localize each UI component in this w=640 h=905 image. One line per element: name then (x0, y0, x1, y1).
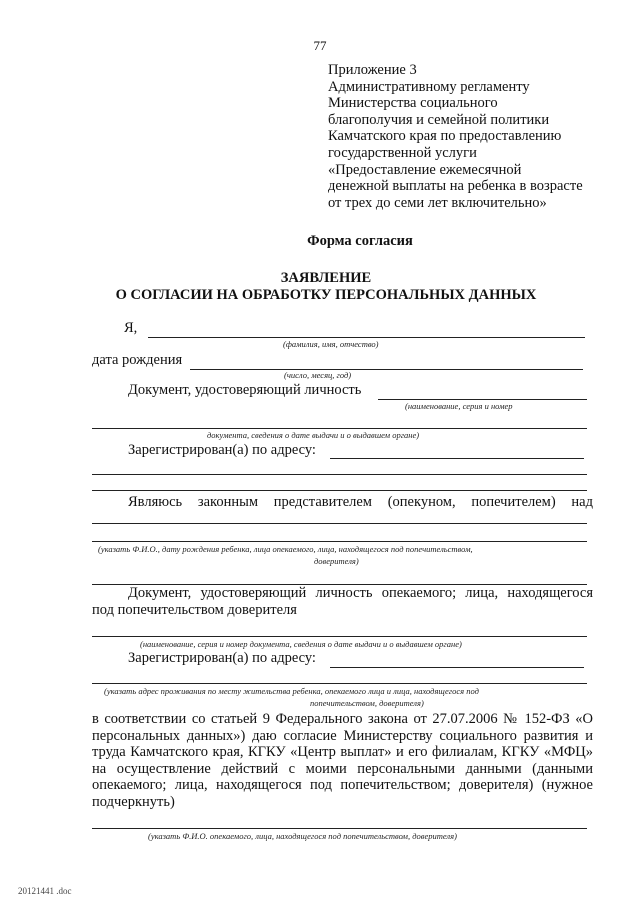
appendix-line: денежной выплаты на ребенка в возрасте (328, 178, 583, 195)
representative-text: Являюсь законным представителем (опекуном, попечителем) над (128, 494, 593, 510)
id-document-hint-2: документа, сведения о дате выдачи и о выдавшем органе) (207, 430, 420, 440)
fio-line[interactable] (148, 337, 585, 338)
id-document-hint: (наименование, серия и номер (405, 401, 513, 411)
address-line-3[interactable] (92, 490, 587, 491)
ward-document-line[interactable] (92, 636, 587, 637)
ward-line[interactable] (92, 523, 587, 524)
document-title-line1: ЗАЯВЛЕНИЕ (280, 270, 372, 286)
appendix-line: Приложение 3 (328, 62, 417, 78)
birth-date-hint: (число, месяц, год) (284, 370, 352, 380)
form-title: Форма согласия (307, 233, 413, 249)
ward-address-hint: (указать адрес проживания по месту жительства ребенка, опекаемого лица и лица, находящегося под (104, 686, 479, 696)
appendix-line: от трех до семи лет включительно» (328, 194, 547, 211)
birth-date-line[interactable] (190, 369, 583, 370)
ward-document-hint: (наименование, серия и номер документа, сведения о дате выдачи и о выдавшем органе) (140, 639, 462, 649)
appendix-header (328, 62, 628, 211)
address-line[interactable] (330, 458, 584, 459)
final-hint: (указать Ф.И.О. опекаемого, лица, находящегося под попечительством, доверителя) (148, 831, 457, 841)
i-label: Я, (124, 320, 138, 336)
address-line-2[interactable] (92, 474, 587, 475)
document-title-line2: О СОГЛАСИИ НА ОБРАБОТКУ ПЕРСОНАЛЬНЫХ ДАННЫХ (115, 287, 537, 303)
ward-registered-label: Зарегистрирован(а) по адресу: (128, 650, 316, 666)
consent-text: в соответствии со статьей 9 Федерального закона от 27.07.2006 № 152-ФЗ «О персональных данных») даю согласие Министерству социального развития и труда Камчатского края, КГКУ «Центр выплат» и его филиалам, КГКУ «МФЦ» на осуществление действий с моими персональными данными (данными опекаемого; лица, находящегося под попечительством; доверителя) (нужное подчеркнуть) (92, 711, 593, 810)
footer-filename: 20121441 .doc (18, 886, 72, 896)
appendix-line: Административному регламенту (328, 78, 530, 95)
ward-line-2[interactable] (92, 541, 587, 542)
fio-hint: (фамилия, имя, отчество) (283, 339, 379, 349)
ward-hint-2: доверителя) (314, 556, 359, 566)
appendix-line: Министерства социального (328, 95, 498, 112)
birth-date-label: дата рождения (92, 352, 183, 368)
appendix-line: благополучия и семейной политики (328, 111, 550, 128)
appendix-line: Камчатского края по предоставлению (328, 128, 562, 145)
ward-document-text-2: под попечительством доверителя (92, 602, 297, 618)
appendix-line: государственной услуги (328, 144, 477, 161)
id-document-line[interactable] (378, 399, 587, 400)
registered-label: Зарегистрирован(а) по адресу: (128, 442, 316, 458)
document-title (0, 270, 640, 304)
final-line[interactable] (92, 828, 587, 829)
ward-address-hint-2: попечительством, доверителя) (310, 698, 424, 708)
ward-address-line-2[interactable] (92, 683, 587, 684)
appendix-line: «Предоставление ежемесячной (328, 161, 522, 178)
id-document-line-2[interactable] (92, 428, 587, 429)
ward-hint: (указать Ф.И.О., дату рождения ребенка, лица опекаемого, лица, находящегося под попечительством, (98, 544, 473, 554)
ward-address-line[interactable] (330, 667, 584, 668)
ward-document-text: Документ, удостоверяющий личность опекаемого; лица, находящегося (128, 585, 593, 601)
page-number: 77 (313, 38, 327, 53)
id-document-label: Документ, удостоверяющий личность (128, 382, 362, 398)
